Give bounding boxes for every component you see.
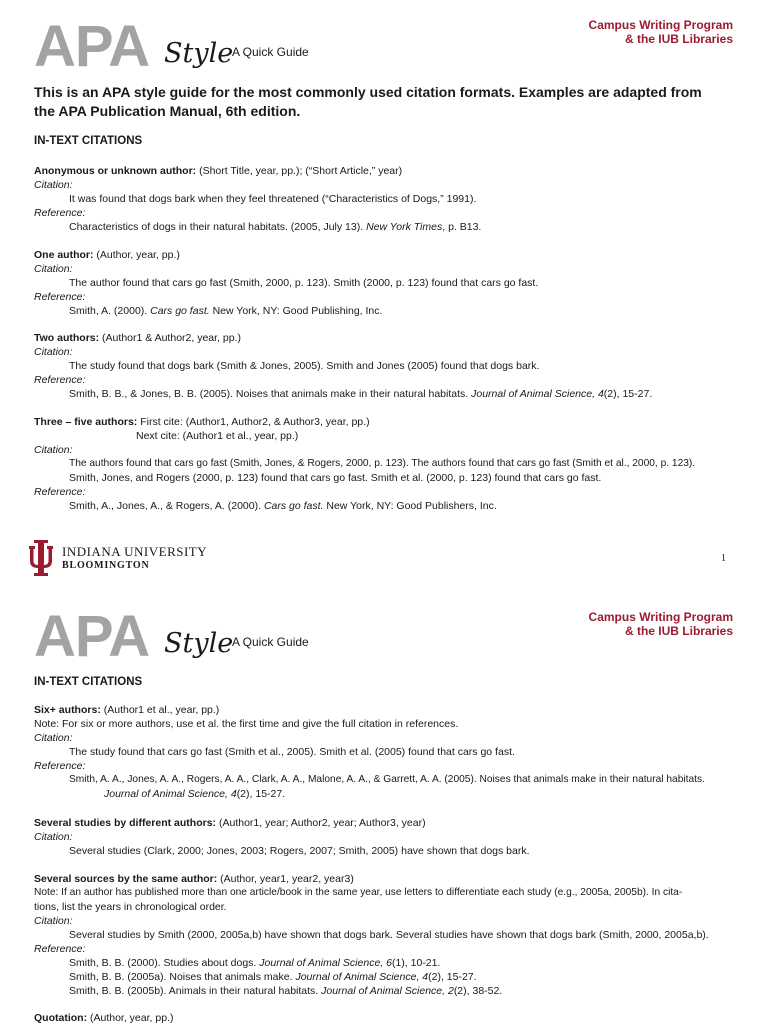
same-note-line-2: tions, list the years in chronological order.: [34, 901, 227, 913]
several-citation-label: Citation:: [34, 831, 73, 843]
quotation-format: (Author, year, pp.): [87, 1012, 174, 1024]
several-title: Several studies by different authors:: [34, 817, 217, 829]
same-ref1-pre: Smith, B. B. (2000). Studies about dogs.: [69, 957, 260, 969]
three-heading: [34, 415, 370, 429]
two-format: (Author1 & Author2, year, pp.): [99, 332, 241, 344]
two-title: Two authors:: [34, 332, 100, 344]
logo-apa-text: APA: [34, 14, 150, 79]
university-name: INDIANA UNIVERSITY: [62, 544, 208, 559]
anon-ref-post: , p. B13.: [442, 221, 482, 233]
org-line-2: & the IUB Libraries: [624, 624, 733, 638]
quotation-title: Quotation:: [34, 1012, 88, 1024]
same-ref2-pre: Smith, B. B. (2005a). Noises that animals make.: [69, 971, 296, 983]
six-ref-italic: Journal of Animal Science, 4: [104, 788, 237, 800]
org-name: [589, 18, 733, 46]
two-ref-pre: Smith, B. B., & Jones, B. B. (2005). Noises that animals make in their natural habitats.: [69, 388, 472, 400]
one-reference: [69, 304, 382, 318]
anon-ref-pre: Characteristics of dogs in their natural habitats. (2005, July 13).: [69, 221, 367, 233]
org-name: [589, 610, 733, 638]
six-citation: The study found that cars go fast (Smith et al., 2005). Smith et al. (2005) found that cars go fast.: [69, 746, 515, 758]
same-reference-label: Reference:: [34, 943, 86, 955]
one-heading: [34, 248, 180, 262]
quick-guide-label: A Quick Guide: [232, 45, 309, 59]
three-title: Three – five authors:: [34, 416, 138, 428]
several-format: (Author1, year; Author2, year; Author3, year): [216, 817, 426, 829]
same-citation: Several studies by Smith (2000, 2005a,b) have shown that dogs bark. Several studies have shown that dogs bark (Smith, 2000, 2005a,b).: [69, 929, 709, 941]
anon-format: (Short Title, year, pp.); (“Short Article,” year): [196, 165, 403, 177]
page-number: 1: [721, 553, 726, 564]
same-reference-3: [69, 984, 502, 998]
three-reference: [69, 499, 497, 513]
six-reference-line-2: [104, 787, 285, 801]
one-title: One author:: [34, 249, 94, 261]
six-reference-label: Reference:: [34, 760, 86, 772]
three-format: First cite: (Author1, Author2, & Author3, year, pp.): [137, 416, 370, 428]
same-heading: [34, 872, 354, 886]
three-reference-label: Reference:: [34, 486, 86, 498]
one-ref-pre: Smith, A. (2000).: [69, 305, 151, 317]
same-ref3-post: (2), 38-52.: [453, 985, 503, 997]
several-citation: Several studies (Clark, 2000; Jones, 2003; Rogers, 2007; Smith, 2005) have shown that dogs bark.: [69, 845, 530, 857]
six-title: Six+ authors:: [34, 704, 101, 716]
two-reference-label: Reference:: [34, 374, 86, 386]
six-heading: [34, 703, 219, 717]
intro-line-1: This is an APA style guide for the most commonly used citation formats. Examples are adapted from: [34, 84, 702, 100]
anon-citation-label: Citation:: [34, 179, 73, 191]
campus-name: BLOOMINGTON: [62, 560, 150, 571]
two-ref-post: (2), 15-27.: [603, 388, 653, 400]
logo-apa-text: APA: [34, 604, 150, 669]
same-reference-2: [69, 970, 477, 984]
six-reference-line-1: Smith, A. A., Jones, A. A., Rogers, A. A., Clark, A. A., Malone, A. A., & Garrett, A. A. (2005). Noises that animals make in their natural habitats.: [69, 774, 705, 785]
anon-title: Anonymous or unknown author:: [34, 165, 197, 177]
three-next-cite: Next cite: (Author1 et al., year, pp.): [136, 430, 299, 442]
logo-style-text: Style: [164, 628, 234, 659]
two-heading: [34, 331, 241, 345]
two-citation: The study found that dogs bark (Smith & Jones, 2005). Smith and Jones (2005) found that dogs bark.: [69, 360, 540, 372]
one-citation-label: Citation:: [34, 263, 73, 275]
same-ref3-italic: Journal of Animal Science, 2: [321, 985, 454, 997]
same-note-line-1: Note: If an author has published more than one article/book in the same year, use letters to differentiate each study (e.g., 2005a, 2005b). In cita-: [34, 887, 683, 898]
quick-guide-label: A Quick Guide: [232, 635, 309, 649]
intro-paragraph: [34, 83, 734, 121]
one-ref-italic: Cars go fast.: [150, 305, 210, 317]
anon-citation: It was found that dogs bark when they feel threatened (“Characteristics of Dogs,” 1991).: [69, 193, 477, 205]
three-ref-italic: Cars go fast.: [263, 500, 324, 512]
three-citation-label: Citation:: [34, 444, 73, 456]
page-2: [0, 590, 768, 1024]
same-ref3-pre: Smith, B. B. (2005b). Animals in their natural habitats.: [69, 985, 322, 997]
two-reference: [69, 387, 652, 401]
anon-reference: [69, 220, 481, 234]
three-ref-pre: Smith, A., Jones, A., & Rogers, A. (2000).: [69, 500, 264, 512]
one-format: (Author, year, pp.): [93, 249, 180, 261]
logo-style-text: Style: [164, 38, 234, 69]
two-citation-label: Citation:: [34, 346, 73, 358]
six-format: (Author1 et al., year, pp.): [100, 704, 220, 716]
org-line-1: Campus Writing Program: [588, 610, 733, 624]
same-reference-1: [69, 956, 440, 970]
three-citation-2: Smith, Jones, and Rogers (2000, p. 123) found that cars go fast. Smith et al. (2000, p. 123) found that cars go fast.: [69, 472, 602, 484]
same-ref2-post: (2), 15-27.: [428, 971, 477, 983]
same-ref1-post: (1), 10-21.: [391, 957, 441, 969]
anon-reference-label: Reference:: [34, 207, 86, 219]
six-note: Note: For six or more authors, use et al. the first time and give the full citation in references.: [34, 718, 459, 730]
iu-trident-icon: [28, 540, 54, 576]
six-ref-post: (2), 15-27.: [236, 788, 286, 800]
same-ref2-italic: Journal of Animal Science, 4: [295, 971, 429, 983]
same-ref1-italic: Journal of Animal Science, 6: [259, 957, 392, 969]
org-line-1: Campus Writing Program: [588, 18, 733, 32]
one-ref-post: New York, NY: Good Publishing, Inc.: [209, 305, 383, 317]
six-citation-label: Citation:: [34, 732, 73, 744]
two-ref-italic: Journal of Animal Science, 4: [471, 388, 604, 400]
three-citation-1: The authors found that cars go fast (Smith, Jones, & Rogers, 2000, p. 123). The authors found that cars go fast (Smith et al., 2000, p. 123).: [69, 458, 696, 469]
same-citation-label: Citation:: [34, 915, 73, 927]
org-line-2: & the IUB Libraries: [624, 32, 733, 46]
three-ref-post: New York, NY: Good Publishers, Inc.: [323, 500, 497, 512]
anon-heading: [34, 164, 402, 178]
same-format: (Author, year1, year2, year3): [217, 873, 354, 885]
quotation-heading: [34, 1011, 173, 1025]
same-title: Several sources by the same author:: [34, 873, 218, 885]
section-heading: IN-TEXT CITATIONS: [34, 135, 143, 147]
section-heading: IN-TEXT CITATIONS: [34, 676, 143, 688]
one-reference-label: Reference:: [34, 291, 86, 303]
intro-line-2: the APA Publication Manual, 6th edition.: [34, 103, 301, 119]
several-heading: [34, 816, 426, 830]
anon-ref-italic: New York Times: [366, 221, 443, 233]
one-citation: The author found that cars go fast (Smith, 2000, p. 123). Smith (2000, p. 123) found that cars go fast.: [69, 277, 539, 289]
